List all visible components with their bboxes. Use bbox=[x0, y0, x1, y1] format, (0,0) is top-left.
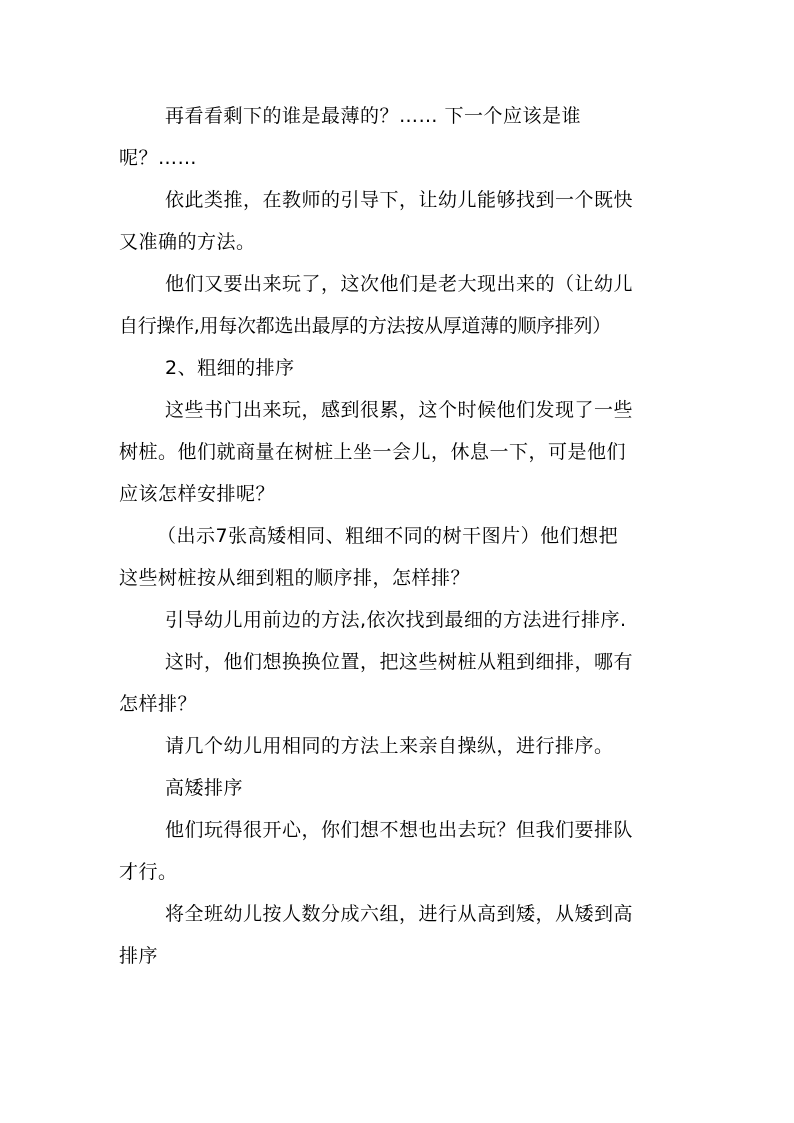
paragraph-9-line-1: 请几个幼儿用相同的方法上来亲自操纵，进行排序。 bbox=[165, 735, 614, 757]
paragraph-8-line-2: 怎样排？ bbox=[119, 693, 198, 715]
paragraph-6-line-2: 这些树桩按从细到粗的顺序排，怎样排？ bbox=[119, 567, 471, 589]
paragraph-11-line-1: 他们玩得很开心，你们想不想也出去玩？但我们要排队 bbox=[165, 819, 634, 841]
paragraph-12-line-2: 排序 bbox=[119, 945, 159, 967]
paragraph-3-line-2: 自行操作,用每次都选出最厚的方法按从厚道薄的顺序排列） bbox=[119, 315, 611, 337]
paragraph-5-line-1: 这些书门出来玩，感到很累，这个时候他们发现了一些 bbox=[165, 399, 634, 421]
paragraph-6-line-1: （出示7张高矮相同、粗细不同的树干图片）他们想把 bbox=[157, 525, 619, 547]
paragraph-1-line-1: 再看看剩下的谁是最薄的？…… 下一个应该是谁 bbox=[165, 105, 582, 127]
section-heading-thickness: 2、粗细的排序 bbox=[165, 357, 295, 379]
paragraph-5-line-2: 树桩。他们就商量在树桩上坐一会儿，休息一下，可是他们 bbox=[119, 441, 627, 463]
paragraph-2-line-1: 依此类推，在教师的引导下，让幼儿能够找到一个既快 bbox=[165, 189, 634, 211]
paragraph-1-line-2: 呢？…… bbox=[119, 147, 198, 169]
section-heading-height: 高矮排序 bbox=[165, 777, 244, 799]
paragraph-11-line-2: 才行。 bbox=[119, 861, 178, 883]
paragraph-7-line-1: 引导幼儿用前边的方法,依次找到最细的方法进行排序. bbox=[165, 609, 627, 631]
paragraph-2-line-2: 又准确的方法。 bbox=[119, 231, 256, 253]
paragraph-5-line-3: 应该怎样安排呢？ bbox=[119, 483, 276, 505]
paragraph-3-line-1: 他们又要出来玩了，这次他们是老大现出来的（让幼儿 bbox=[165, 273, 634, 295]
paragraph-12-line-1: 将全班幼儿按人数分成六组，进行从高到矮，从矮到高 bbox=[165, 903, 634, 925]
paragraph-8-line-1: 这时，他们想换换位置，把这些树桩从粗到细排，哪有 bbox=[165, 651, 634, 673]
